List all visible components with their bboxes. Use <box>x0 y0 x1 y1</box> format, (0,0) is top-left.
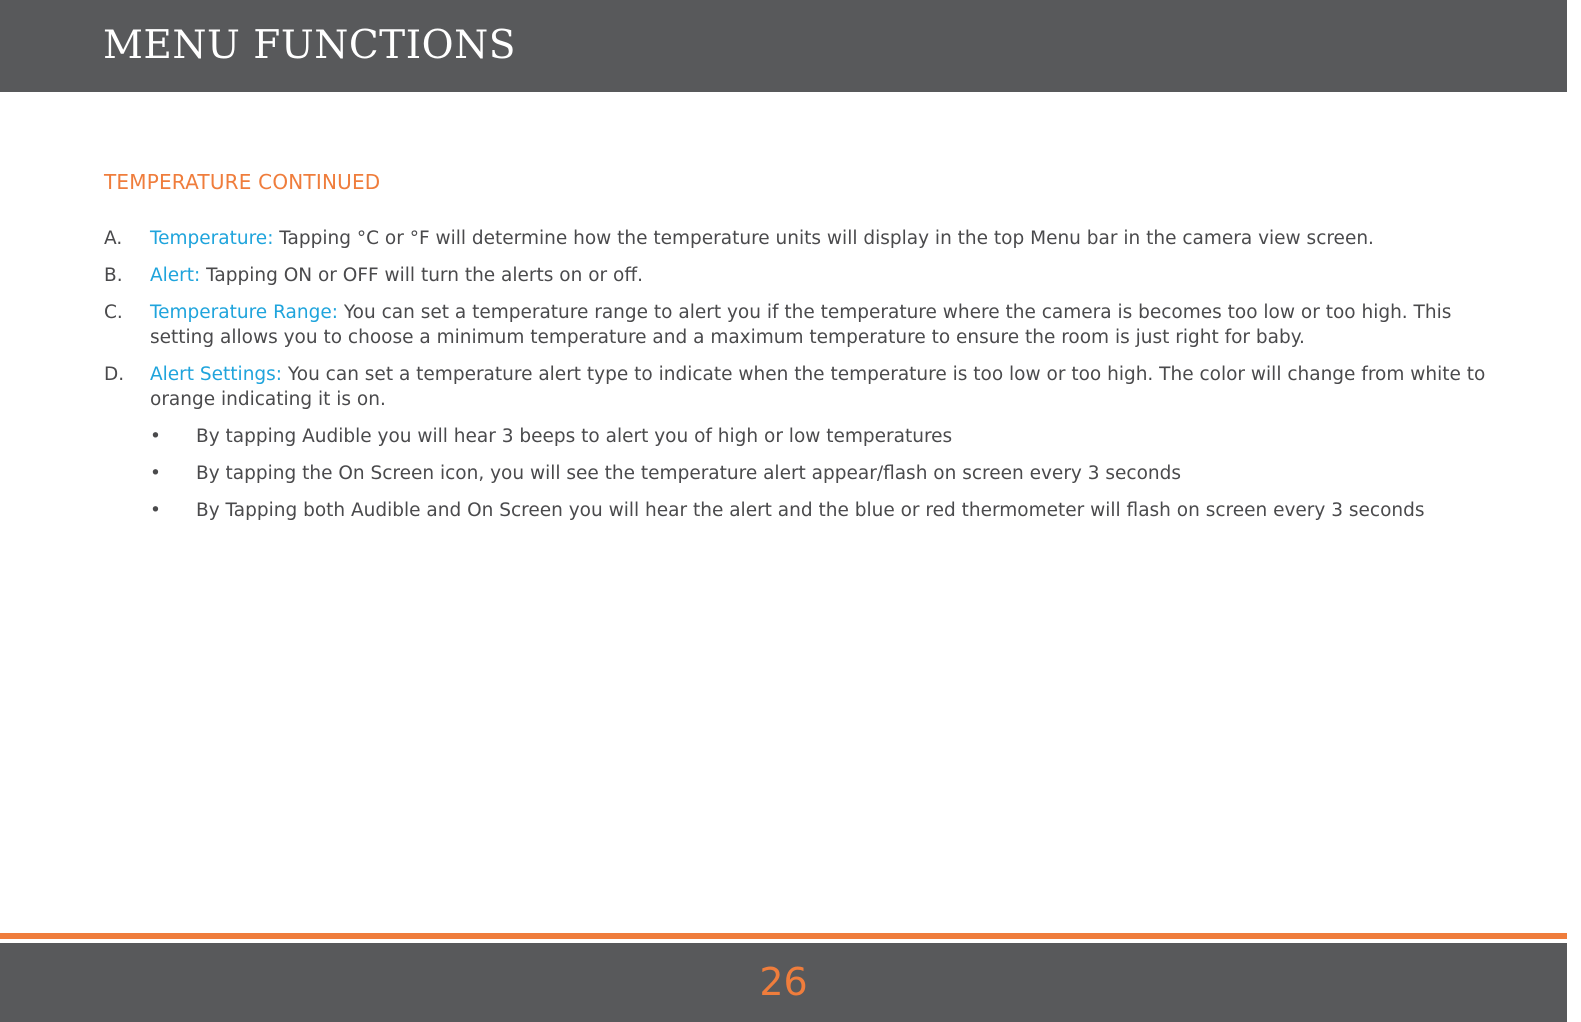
item-text: You can set a temperature alert type to indicate when the temperature is too low or too high. The color will change from white to orange indicating it is on. <box>150 364 1486 410</box>
list-item-temperature-range <box>104 300 1504 350</box>
item-letter: D. <box>104 364 125 385</box>
item-body <box>150 300 1504 350</box>
bullet-item-on-screen <box>150 461 1504 486</box>
bullet-text: By tapping the On Screen icon, you will see the temperature alert appear/flash on screen every 3 seconds <box>196 463 1182 484</box>
page-title: MENU FUNCTIONS <box>103 23 516 68</box>
bullet-icon: • <box>150 426 161 447</box>
bullet-text: By Tapping both Audible and On Screen you will hear the alert and the blue or red thermometer will flash on screen every 3 seconds <box>196 500 1425 521</box>
item-body <box>150 362 1504 412</box>
item-text: Tapping °C or °F will determine how the temperature units will display in the top Menu bar in the camera view screen. <box>273 228 1374 249</box>
item-letter: B. <box>104 265 123 286</box>
item-letter: A. <box>104 228 123 249</box>
content-area <box>104 168 1504 535</box>
bullet-item-both <box>150 498 1504 523</box>
header-bar <box>0 0 1567 92</box>
item-text: You can set a temperature range to alert you if the temperature where the camera is becomes too low or too high. This setting allows you to choose a minimum temperature and a maximum temperature to ensure the room is just right for baby. <box>150 302 1452 348</box>
item-body <box>150 263 1504 288</box>
list-item-temperature <box>104 226 1504 251</box>
bullet-item-audible <box>150 424 1504 449</box>
item-term: Temperature Range: <box>150 302 338 323</box>
footer-accent-line <box>0 933 1567 939</box>
section-title: TEMPERATURE CONTINUED <box>104 170 381 194</box>
bullet-text: By tapping Audible you will hear 3 beeps to alert you of high or low temperatures <box>196 426 953 447</box>
item-text: Tapping ON or OFF will turn the alerts on or off. <box>200 265 643 286</box>
list-item-alert-settings <box>104 362 1504 412</box>
item-body <box>150 226 1504 251</box>
bullet-icon: • <box>150 463 161 484</box>
item-letter: C. <box>104 302 123 323</box>
bullet-icon: • <box>150 500 161 521</box>
item-term: Alert: <box>150 265 201 286</box>
page-number: 26 <box>759 960 808 1004</box>
item-term: Alert Settings: <box>150 364 283 385</box>
list-item-alert <box>104 263 1504 288</box>
item-term: Temperature: <box>150 228 274 249</box>
